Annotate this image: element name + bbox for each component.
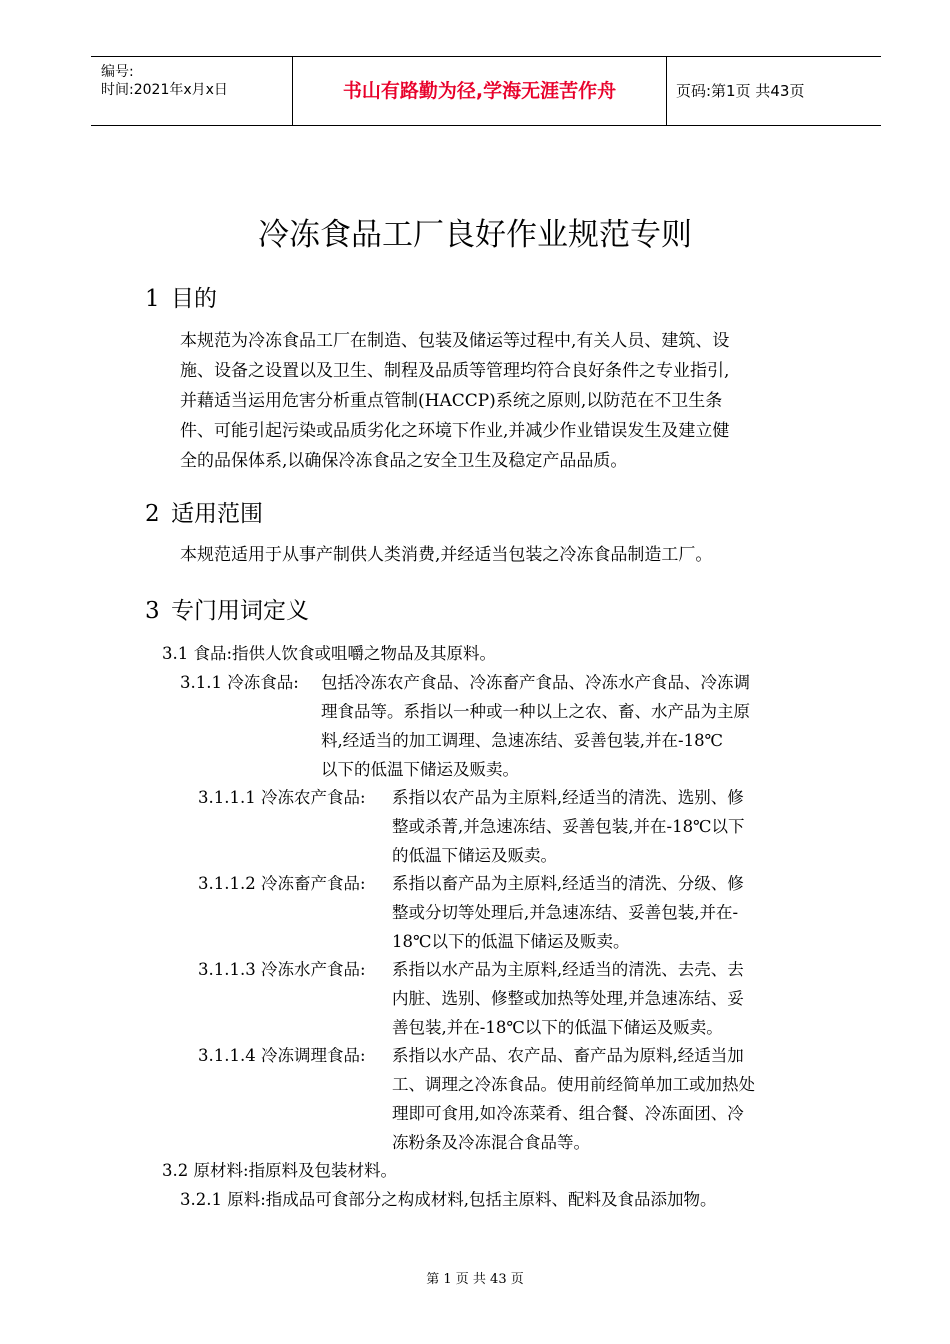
page-header [91, 56, 881, 126]
definition-text [392, 783, 832, 870]
page-footer: 第 1 页 共 43 页 [426, 1272, 524, 1287]
section-title: 专门用词定义 [171, 598, 309, 624]
definition-line: 系指以水产品、农产品、畜产品为原料,经适当加 [392, 1046, 744, 1065]
definition-line: 内脏、选别、修整或加热等处理,并急速冻结、妥 [392, 989, 744, 1008]
definition-3-1-1 [180, 668, 832, 784]
definition-term: 3.1.1.1 冷冻农产食品: [198, 788, 366, 807]
definition-line: 善包装,并在-18℃以下的低温下储运及贩卖。 [392, 1018, 723, 1037]
definition-text [392, 869, 832, 956]
paragraph-line: 施、设备之设置以及卫生、制程及品质等管理均符合良好条件之专业指引, [180, 361, 730, 381]
section-3-heading [145, 595, 309, 627]
definition-line: 以下的低温下储运及贩卖。 [321, 760, 519, 779]
definition-line: 理食品等。系指以一种或一种以上之农、畜、水产品为主原 [321, 702, 750, 721]
definition-3-1-1-3 [198, 955, 832, 1042]
section-number: 2 [145, 501, 160, 527]
section-2-heading [145, 498, 263, 530]
header-divider [666, 57, 667, 125]
definition-text [392, 955, 832, 1042]
definition-3-1-1-4 [198, 1041, 832, 1157]
definition-line: 系指以水产品为主原料,经适当的清洗、去壳、去 [392, 960, 744, 979]
paragraph-line: 件、可能引起污染或品质劣化之环境下作业,并减少作业错误发生及建立健 [180, 421, 730, 441]
section-2-body: 本规范适用于从事产制供人类消费,并经适当包装之冷冻食品制造工厂。 [180, 545, 713, 565]
definition-text [321, 668, 832, 784]
definition-line: 整或分切等处理后,并急速冻结、妥善包装,并在- [392, 903, 739, 922]
section-1-heading [145, 283, 217, 315]
definition-line: 18℃以下的低温下储运及贩卖。 [392, 932, 630, 951]
definition-line: 系指以畜产品为主原料,经适当的清洗、分级、修 [392, 874, 744, 893]
definition-line: 整或杀菁,并急速冻结、妥善包装,并在-18℃以下 [392, 817, 745, 836]
definition-3-2-1: 3.2.1 原料:指成品可食部分之构成材料,包括主原料、配料及食品添加物。 [180, 1190, 717, 1209]
definition-term: 3.1.1 冷冻食品: [180, 673, 299, 692]
definition-line: 包括冷冻农产食品、冷冻畜产食品、冷冻水产食品、冷冻调 [321, 673, 750, 692]
definition-3-2: 3.2 原材料:指原料及包装材料。 [162, 1161, 398, 1180]
paragraph-line: 本规范为冷冻食品工厂在制造、包装及储运等过程中,有关人员、建筑、设 [180, 331, 730, 351]
section-number: 3 [145, 598, 160, 624]
definition-line: 工、调理之冷冻食品。使用前经简单加工或加热处 [392, 1075, 755, 1094]
definition-line: 冻粉条及冷冻混合食品等。 [392, 1133, 590, 1152]
header-motto: 书山有路勤为径,学海无涯苦作舟 [342, 80, 617, 102]
definition-3-1-1-1 [198, 783, 832, 870]
header-meta [101, 63, 228, 99]
document-title: 冷冻食品工厂良好作业规范专则 [258, 217, 692, 253]
definition-term: 3.1.1.3 冷冻水产食品: [198, 960, 366, 979]
definition-3-1: 3.1 食品:指供人饮食或咀嚼之物品及其原料。 [162, 644, 497, 663]
header-page-info: 页码:第1页 共43页 [676, 82, 805, 100]
definition-term: 3.1.1.4 冷冻调理食品: [198, 1046, 366, 1065]
section-number: 1 [145, 286, 160, 312]
definition-term: 3.1.1.2 冷冻畜产食品: [198, 874, 366, 893]
paragraph-line: 并藉适当运用危害分析重点管制(HACCP)系统之原则,以防范在不卫生条 [180, 391, 723, 411]
definition-line: 料,经适当的加工调理、急速冻结、妥善包装,并在-18℃ [321, 731, 724, 750]
definition-line: 系指以农产品为主原料,经适当的清洗、选别、修 [392, 788, 744, 807]
section-title: 适用范围 [171, 501, 263, 527]
paragraph-line: 全的品保体系,以确保冷冻食品之安全卫生及稳定产品品质。 [180, 451, 628, 471]
number-label: 编号: [101, 64, 134, 80]
definition-3-1-1-2 [198, 869, 832, 956]
definition-line: 理即可食用,如冷冻菜肴、组合餐、冷冻面团、冷 [392, 1104, 744, 1123]
definition-text [392, 1041, 832, 1157]
time-label: 时间:2021年x月x日 [101, 82, 228, 98]
definition-line: 的低温下储运及贩卖。 [392, 846, 557, 865]
section-title: 目的 [171, 286, 217, 312]
